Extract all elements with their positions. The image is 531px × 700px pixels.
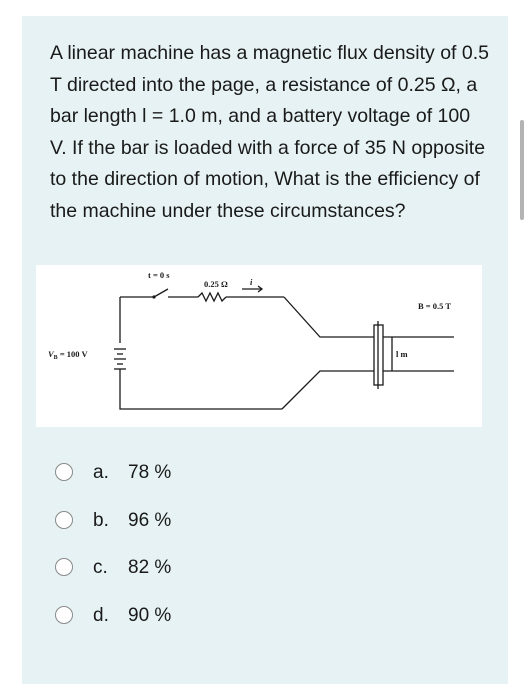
option-letter: a.	[93, 462, 109, 483]
resistor-symbol	[198, 293, 226, 301]
current-label: i	[250, 277, 253, 287]
radio-button[interactable]	[55, 463, 73, 481]
option-a[interactable]	[55, 462, 455, 510]
switch-pivot	[152, 295, 155, 298]
answer-options	[55, 462, 455, 652]
switch-blade	[154, 289, 168, 297]
resistor-label: 0.25 Ω	[204, 279, 228, 289]
wire-left-bottom	[120, 373, 282, 409]
circuit-diagram	[36, 265, 482, 427]
option-letter: c.	[93, 557, 108, 578]
option-text: 78 %	[128, 462, 172, 483]
question-text: A linear machine has a magnetic flux density of 0.5 T directed into the page, a resistance of 0.25 Ω, a bar length l = 1.0 m, and a battery voltage of 100 V. If the bar is loaded with a force of 35 N opposite to the direction of motion, What is the efficiency of the machine under these circumstances?	[50, 42, 489, 222]
option-text: 96 %	[128, 509, 172, 531]
option-text: 90 %	[128, 604, 172, 626]
option-d[interactable]	[55, 605, 455, 653]
option-text: 82 %	[128, 557, 172, 578]
radio-button[interactable]	[55, 511, 73, 529]
circuit-diagram-svg	[36, 265, 482, 427]
field-label: B = 0.5 T	[418, 301, 452, 311]
option-letter: b.	[93, 509, 109, 531]
scrollbar[interactable]	[520, 120, 524, 220]
radio-button[interactable]	[55, 606, 73, 624]
voltage-label: $V_B = 100$ V	[48, 349, 88, 361]
lower-rail	[282, 371, 454, 409]
option-b[interactable]	[55, 510, 455, 558]
length-label: l m	[396, 349, 408, 359]
time-label: t = 0 s	[148, 270, 170, 280]
option-letter: d.	[93, 604, 109, 626]
option-c[interactable]	[55, 557, 455, 605]
radio-button[interactable]	[55, 558, 73, 576]
